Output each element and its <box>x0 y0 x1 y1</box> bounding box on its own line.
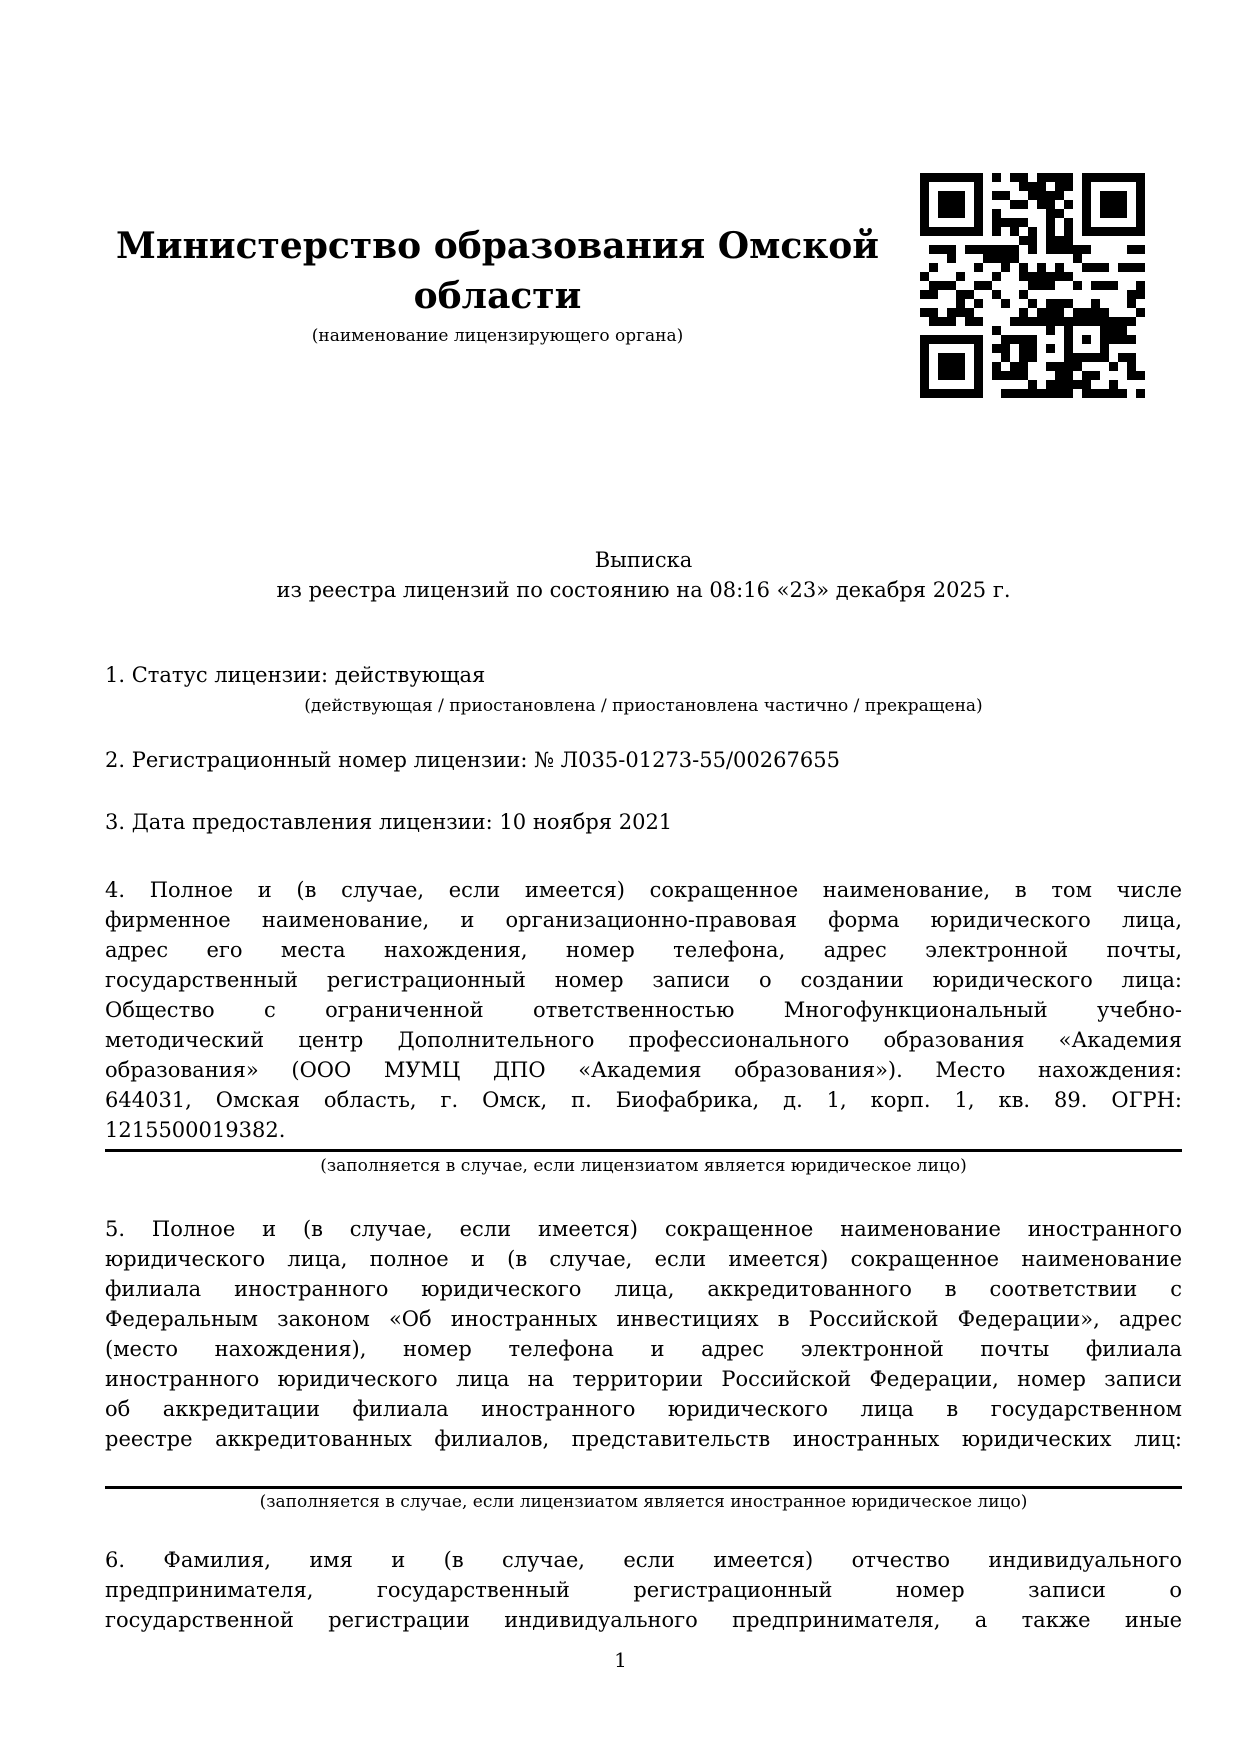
foreign-entity-fill-caption: (заполняется в случае, если лицензиатом является иностранное юридическое лицо) <box>259 1492 1028 1512</box>
license-status-options-caption: (действующая / приостановлена / приостановлена частично / прекращена) <box>304 696 983 716</box>
document-subtitle: из реестра лицензий по состоянию на 08:16 «23» декабря 2025 г. <box>276 578 1011 602</box>
legal-entity-fill-caption: (заполняется в случае, если лицензиатом является юридическое лицо) <box>320 1156 967 1176</box>
header <box>0 173 1241 398</box>
licensing-authority-caption: (наименование лицензирующего органа) <box>311 326 684 346</box>
foreign-entity-clause-paragraph: 5. Полное и (в случае, если имеется) сокращенное наименование иностранного юридического лица, полное и (в случае, если имеется) сокращенное наименование филиала иностранного юридического лица, аккредитованного в соответствии с Федеральным законом «Об иностранных инвестициях в Российской Федерации», адрес (место нахождения), номер телефона и адрес электронной почты филиала иностранного юридического лица на территории Российской Федерации, номер записи об аккредитации филиала иностранного юридического лица в государственном реестре аккредитованных филиалов, представительств иностранных юридических лиц: <box>105 1217 1182 1451</box>
license-status-line: 1. Статус лицензии: действующая <box>105 663 486 687</box>
document-title: Выписка <box>594 548 693 572</box>
entrepreneur-clause-paragraph: 6. Фамилия, имя и (в случае, если имеется) отчество индивидуального предпринимателя, государственный регистрационный номер записи о государственной регистрации индивидуального предпринимателя, а также иные <box>105 1548 1182 1632</box>
document-body <box>105 660 1182 1635</box>
foreign-entity-fill-line <box>105 1486 1182 1489</box>
license-registration-number-line: 2. Регистрационный номер лицензии: № Л035-01273-55/00267655 <box>105 748 840 772</box>
license-grant-date-line: 3. Дата предоставления лицензии: 10 ноября 2021 <box>105 810 673 834</box>
legal-entity-fill-line <box>105 1149 1182 1152</box>
legal-entity-value-paragraph: Общество с ограниченной ответственностью Многофункциональный учебно- методический центр Дополнительного профессионального образования «Академия образования» (ООО МУМЦ ДПО «Академия образования»). Место нахождения: 644031, Омская область, г. Омск, п. Биофабрика, д. 1, корп. 1, кв. 89. ОГРН: 1215500019382. <box>105 998 1182 1142</box>
licensing-authority-name: Министерство образования Омской области <box>116 225 879 317</box>
licensing-authority-block <box>75 173 920 347</box>
page-number: 1 <box>614 1648 627 1672</box>
qr-code <box>920 173 1145 398</box>
legal-entity-clause-paragraph: 4. Полное и (в случае, если имеется) сокращенное наименование, в том числе фирменное наименование, и организационно-правовая форма юридического лица, адрес его места нахождения, номер телефона, адрес электронной почты, государственный регистрационный номер записи о создании юридического лица: <box>105 878 1182 992</box>
document-heading <box>105 545 1182 605</box>
